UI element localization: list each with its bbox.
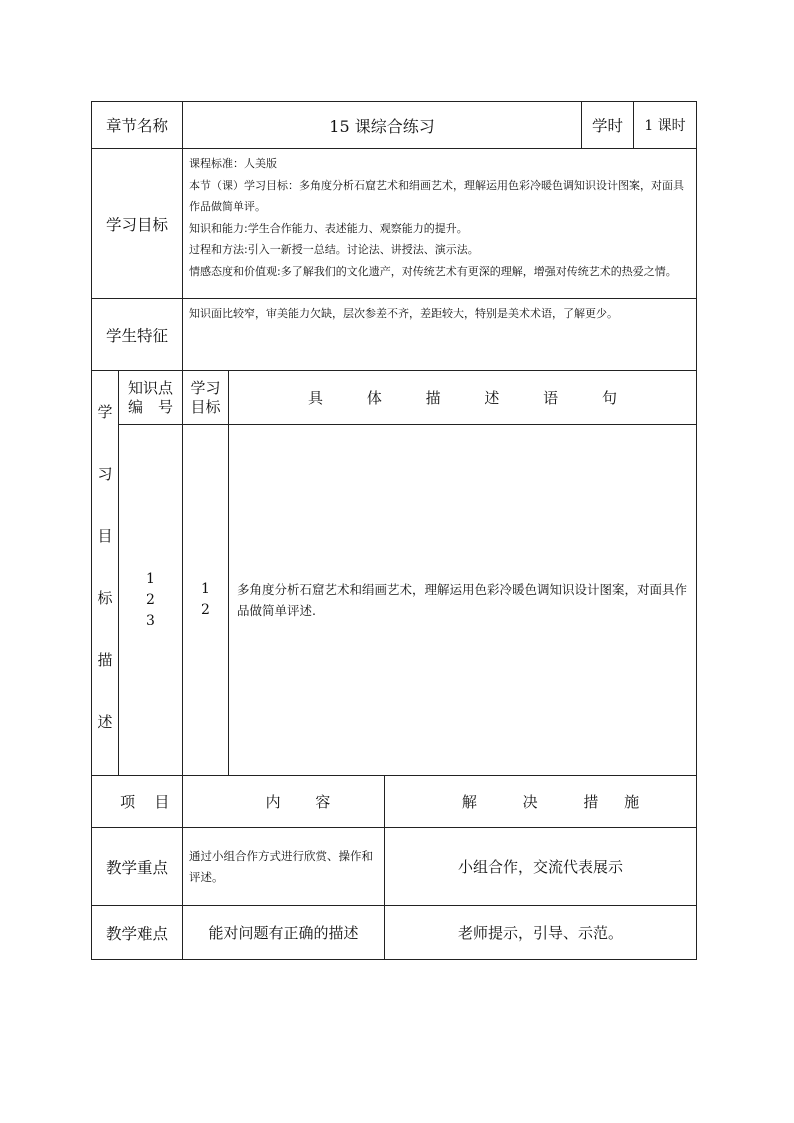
objective-line: 知识和能力:学生合作能力、表述能力、观察能力的提升。 [189, 221, 468, 235]
plan-row-content: 通过小组合作方式进行欣赏、操作和评述。 [183, 828, 385, 906]
plan-row-measure: 小组合作，交流代表展示 [385, 828, 697, 906]
objectives-text [183, 149, 697, 299]
objectives-label: 学习目标 [92, 149, 183, 299]
lesson-plan-table [91, 101, 697, 960]
goal-body-row [92, 425, 697, 776]
measure-header: 解 决 措 施 [385, 776, 697, 828]
goal-header: 学习 目标 [183, 371, 229, 425]
goal-vertical-label: 学 习 目 标 描 述 [92, 371, 119, 776]
hours-value: 1 课时 [634, 102, 697, 149]
knowledge-number-header: 知识点 编 号 [119, 371, 183, 425]
plan-header-row [92, 776, 697, 828]
objectives-row [92, 149, 697, 299]
plan-row-measure: 老师提示，引导、示范。 [385, 906, 697, 960]
chapter-label: 章节名称 [92, 102, 183, 149]
plan-row-label: 教学重点 [92, 828, 183, 906]
chapter-row [92, 102, 697, 149]
item-header: 项 目 [92, 776, 183, 828]
goal-header-row [92, 371, 697, 425]
plan-row-label: 教学难点 [92, 906, 183, 960]
lesson-plan-page [91, 101, 696, 960]
objective-line: 过程和方法:引入一新授一总结。讨论法、讲授法、演示法。 [189, 243, 479, 256]
objective-line: 课程标准：人美版 [189, 157, 278, 170]
chapter-title: 15 课综合练习 [183, 102, 582, 149]
objective-line: 本节（课）学习目标：多角度分析石窟艺术和绢画艺术，理解运用色彩冷暖色调知识设计图案，对面具作品做简单评。 [189, 178, 685, 213]
hours-label: 学时 [582, 102, 634, 149]
student-label: 学生特征 [92, 299, 183, 371]
content-header: 内 容 [183, 776, 385, 828]
goal-description: 多角度分析石窟艺术和绢画艺术，理解运用色彩冷暖色调知识设计图案，对面具作品做简单评述. [229, 425, 697, 776]
plan-row [92, 828, 697, 906]
knowledge-numbers: 1 2 3 [119, 425, 183, 776]
goal-numbers: 1 2 [183, 425, 229, 776]
objective-line: 情感态度和价值观:多了解我们的文化遗产，对传统艺术有更深的理解，增强对传统艺术的热爱之情。 [189, 264, 677, 278]
plan-row-content: 能对问题有正确的描述 [183, 906, 385, 960]
description-header: 具 体 描 述 语 句 [229, 371, 697, 425]
plan-row [92, 906, 697, 960]
student-text: 知识面比较窄，审美能力欠缺，层次参差不齐，差距较大，特别是美术术语，了解更少。 [183, 299, 697, 371]
student-row [92, 299, 697, 371]
